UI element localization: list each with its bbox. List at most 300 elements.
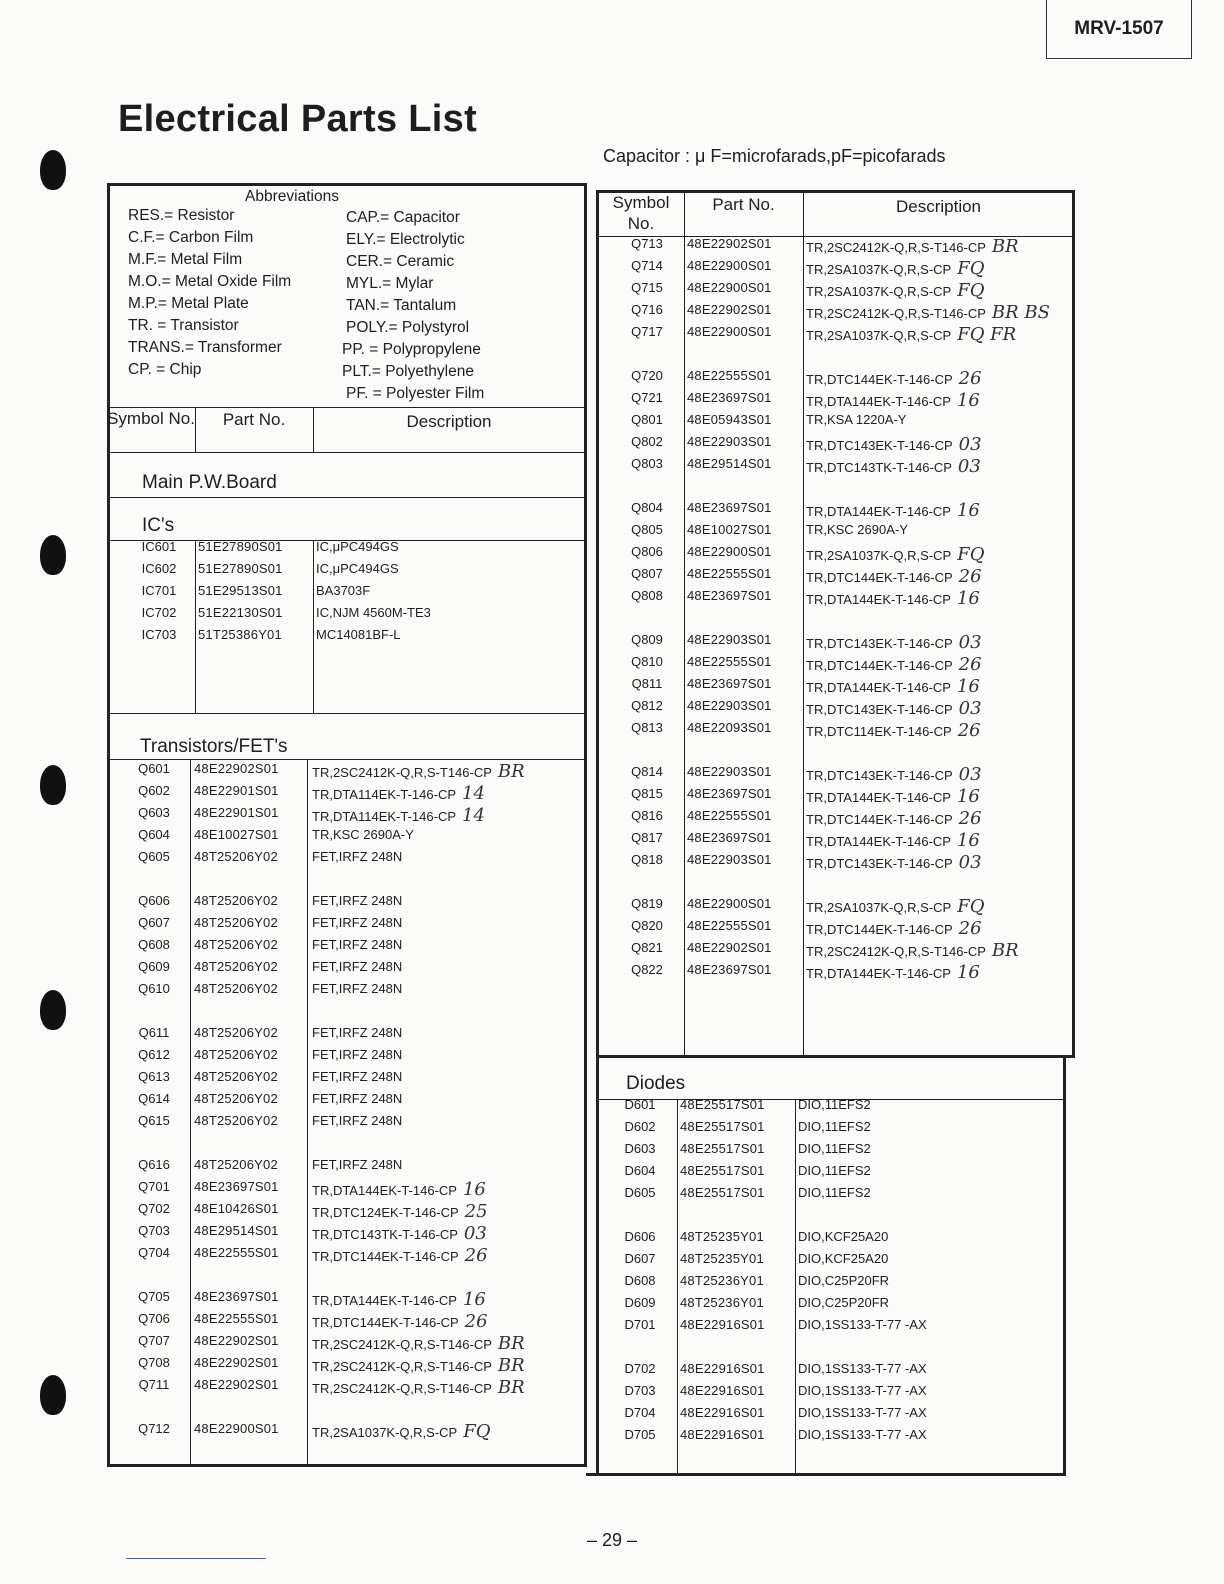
row-description <box>316 583 370 598</box>
abbreviation-item: PF. = Polyester Film <box>346 385 485 402</box>
row-part-no: 48E22916S01 <box>680 1427 765 1443</box>
row-description <box>806 500 980 521</box>
row-description-text: BA3703F <box>316 583 371 598</box>
handwritten-note: 26 <box>958 368 982 389</box>
row-description-text: DIO,1SS133-T-77 -AX <box>798 1383 927 1399</box>
row-symbol: Q715 <box>631 280 663 296</box>
abbreviation-item: POLY.= Polystyrol <box>346 319 470 336</box>
row-part-no: 48E23697S01 <box>687 786 772 802</box>
row-symbol: D701 <box>624 1317 656 1333</box>
row-part-no: 48E25517S01 <box>680 1163 765 1179</box>
abbreviation-item: ELY.= Electrolytic <box>346 231 465 248</box>
row-description-text: FET,IRFZ 248N <box>312 981 403 997</box>
row-description-text: DIO,11EFS2 <box>798 1119 871 1135</box>
row-description <box>806 324 1016 345</box>
row-description-text: IC,μPC494GS <box>316 561 399 576</box>
row-part-no: 48E05943S01 <box>687 412 772 428</box>
row-part-no: 48E29514S01 <box>687 456 772 472</box>
row-part-no: 48E22900S01 <box>687 258 772 274</box>
row-description-text: TR,2SC2412K-Q,R,S-T146-CP <box>312 1337 492 1353</box>
abbreviation-item: CP. = Chip <box>128 361 202 378</box>
row-part-no: 48E22903S01 <box>687 852 772 868</box>
handwritten-note: 26 <box>958 654 982 676</box>
row-symbol: Q808 <box>631 588 663 604</box>
row-part-no: 48E22902S01 <box>687 940 772 956</box>
row-part-no: 48E22916S01 <box>680 1405 765 1421</box>
row-symbol: Q613 <box>138 1069 170 1085</box>
column-header-description: Description <box>406 412 492 431</box>
row-symbol: Q720 <box>631 368 663 383</box>
handwritten-note: 26 <box>464 1245 488 1267</box>
row-description-text: TR,DTC124EK-T-146-CP <box>312 1205 459 1221</box>
handwritten-note: 16 <box>956 390 980 412</box>
page-title: Electrical Parts List <box>118 98 478 140</box>
abbreviation-item: M.O.= Metal Oxide Film <box>128 273 292 290</box>
page-number: – 29 – <box>586 1530 638 1550</box>
row-part-no: 48T25206Y02 <box>194 937 278 953</box>
row-symbol: IC702 <box>141 605 177 620</box>
abbreviation-item: CER.= Ceramic <box>346 253 455 270</box>
handwritten-note: 03 <box>958 434 982 456</box>
row-symbol: Q712 <box>138 1421 170 1436</box>
handwritten-note: BR <box>991 236 1019 257</box>
column-header-description: Description <box>895 197 982 216</box>
handwritten-note: 03 <box>957 456 981 478</box>
row-description <box>806 280 984 301</box>
row-description-text: TR,DTC143EK-T-146-CP <box>806 438 953 454</box>
row-description <box>806 654 982 675</box>
section-ics: IC's <box>142 515 175 536</box>
row-description-text: TR,KSC 2690A-Y <box>312 827 414 843</box>
row-part-no: 48E22900S01 <box>687 544 772 560</box>
row-description-text: DIO,1SS133-T-77 -AX <box>798 1317 927 1333</box>
row-description-text: FET,IRFZ 248N <box>312 915 403 931</box>
handwritten-note: 14 <box>462 783 485 805</box>
row-description <box>798 1097 871 1112</box>
row-description-text: TR,DTC143EK-T-146-CP <box>806 768 953 783</box>
row-description-text: DIO,C25P20FR <box>798 1273 890 1289</box>
abbreviation-item: TAN.= Tantalum <box>346 297 457 314</box>
handwritten-note: 16 <box>956 676 980 698</box>
handwritten-note: 14 <box>462 805 485 827</box>
row-part-no: 48T25206Y02 <box>194 1047 278 1063</box>
row-part-no: 48E23697S01 <box>687 500 772 515</box>
row-part-no: 48T25236Y01 <box>680 1295 764 1311</box>
row-description <box>806 676 980 697</box>
handwritten-note: BR <box>497 1377 525 1399</box>
row-symbol: D609 <box>624 1295 656 1311</box>
row-symbol: Q609 <box>138 959 170 975</box>
row-part-no: 51E29513S01 <box>198 583 283 598</box>
handwritten-note: 16 <box>956 588 980 610</box>
abbreviation-item: RES.= Resistor <box>128 207 235 224</box>
row-part-no: 48T25206Y02 <box>194 1025 278 1040</box>
abbreviation-item: PLT.= Polyethylene <box>342 363 474 380</box>
row-description-text: DIO,KCF25A20 <box>798 1229 889 1244</box>
row-symbol: Q714 <box>631 258 663 274</box>
row-symbol: Q801 <box>631 412 663 428</box>
row-description <box>798 1141 871 1156</box>
row-part-no: 48E22902S01 <box>194 1377 279 1393</box>
row-description-text: TR,DTA144EK-T-146-CP <box>806 966 951 982</box>
row-description-text: TR,DTA144EK-T-146-CP <box>806 834 951 850</box>
row-description <box>806 764 982 785</box>
column-header-symbol: Symbol No. <box>612 193 670 233</box>
row-part-no: 48T25235Y01 <box>680 1229 764 1244</box>
model-number: MRV-1507 <box>1046 0 1192 59</box>
row-part-no: 48E22902S01 <box>194 761 279 776</box>
handwritten-note: 16 <box>956 962 980 984</box>
row-symbol: D702 <box>624 1361 656 1376</box>
capacitor-note: Capacitor : μ F=microfarads,pF=picofarads <box>603 146 946 166</box>
row-part-no: 48E10027S01 <box>687 522 772 538</box>
column-header-part-no: Part No. <box>712 195 775 214</box>
row-symbol: Q810 <box>631 654 663 670</box>
abbreviation-item: M.F.= Metal Film <box>128 251 243 268</box>
row-description-text: FET,IRFZ 248N <box>312 1157 403 1172</box>
row-description <box>798 1229 888 1244</box>
handwritten-note: BR <box>991 940 1019 962</box>
row-symbol: Q822 <box>631 962 663 978</box>
row-symbol: D703 <box>624 1383 656 1399</box>
row-description-text: TR,DTA144EK-T-146-CP <box>806 680 951 696</box>
row-description <box>798 1405 927 1420</box>
row-symbol: Q614 <box>138 1091 170 1107</box>
row-symbol: Q703 <box>138 1223 170 1239</box>
row-description <box>806 522 908 537</box>
row-description <box>312 893 402 908</box>
row-description-text: DIO,11EFS2 <box>798 1141 871 1157</box>
row-part-no: 48E22555S01 <box>194 1245 279 1261</box>
row-symbol: IC703 <box>141 627 177 642</box>
row-description-text: DIO,1SS133-T-77 -AX <box>798 1361 927 1376</box>
row-symbol: Q818 <box>631 852 663 868</box>
row-description <box>312 1311 488 1332</box>
row-symbol: Q804 <box>631 500 663 515</box>
handwritten-note: FQ <box>463 1421 491 1442</box>
handwritten-note: FQ <box>957 258 985 280</box>
row-description <box>806 236 1019 257</box>
row-description <box>798 1383 927 1398</box>
row-symbol: Q809 <box>631 632 663 647</box>
column-header-symbol: Symbol No. <box>107 409 195 428</box>
row-symbol: D606 <box>624 1229 656 1244</box>
row-part-no: 48E22555S01 <box>687 808 772 824</box>
row-description-text: DIO,C25P20FR <box>798 1295 890 1311</box>
row-description <box>806 720 981 741</box>
row-symbol: Q606 <box>138 893 170 908</box>
row-description <box>312 915 402 930</box>
handwritten-note: BR <box>497 1333 525 1355</box>
row-description <box>806 918 982 939</box>
row-part-no: 48E22901S01 <box>194 805 279 821</box>
binder-hole <box>40 535 66 575</box>
row-part-no: 48T25206Y02 <box>194 849 278 865</box>
handwritten-note: 26 <box>464 1311 488 1333</box>
row-description-text: TR,2SC2412K-Q,R,S-T146-CP <box>806 944 986 960</box>
row-symbol: Q702 <box>138 1201 170 1217</box>
row-part-no: 48T25206Y02 <box>194 915 278 931</box>
row-part-no: 48E25517S01 <box>680 1119 765 1135</box>
row-description-text: FET,IRFZ 248N <box>312 959 403 975</box>
row-symbol: Q811 <box>631 676 663 692</box>
row-description-text: TR,2SA1037K-Q,R,S-CP <box>806 900 952 915</box>
row-description <box>316 605 431 620</box>
row-description-text: FET,IRFZ 248N <box>312 1091 403 1107</box>
row-description-text: TR,DTC144EK-T-146-CP <box>312 1315 459 1331</box>
row-part-no: 48E22916S01 <box>680 1383 765 1399</box>
row-symbol: Q802 <box>631 434 663 450</box>
row-symbol: Q803 <box>631 456 663 472</box>
row-part-no: 48E29514S01 <box>194 1223 279 1239</box>
row-part-no: 51E27890S01 <box>198 539 283 554</box>
row-description <box>806 368 982 389</box>
row-description <box>312 849 402 864</box>
row-part-no: 48E10027S01 <box>194 827 279 843</box>
handwritten-note: 03 <box>958 698 982 720</box>
row-symbol: Q616 <box>138 1157 170 1172</box>
row-symbol: Q819 <box>631 896 663 911</box>
row-symbol: Q607 <box>138 915 170 931</box>
abbreviation-item: C.F.= Carbon Film <box>128 229 254 246</box>
row-description <box>312 1179 486 1200</box>
row-description <box>806 962 980 983</box>
abbreviation-item: TRANS.= Transformer <box>128 339 282 356</box>
handwritten-note: 26 <box>958 566 982 588</box>
row-symbol: Q717 <box>631 324 663 340</box>
binder-hole <box>40 150 66 190</box>
row-description <box>312 1113 402 1128</box>
row-symbol: Q805 <box>631 522 663 538</box>
row-symbol: IC602 <box>141 561 177 576</box>
row-description-text: TR,DTC143EK-T-146-CP <box>806 636 953 651</box>
row-symbol: Q706 <box>138 1311 170 1327</box>
row-symbol: Q610 <box>138 981 170 997</box>
row-description-text: DIO,KCF25A20 <box>798 1251 889 1267</box>
row-symbol: Q615 <box>138 1113 170 1129</box>
row-part-no: 48E22900S01 <box>687 280 772 296</box>
row-part-no: 48E22916S01 <box>680 1361 765 1376</box>
abbreviation-item: M.P.= Metal Plate <box>128 295 249 312</box>
row-description <box>316 561 399 576</box>
row-description <box>312 1289 486 1310</box>
row-part-no: 48E22555S01 <box>687 918 772 934</box>
row-description-text: FET,IRFZ 248N <box>312 1113 403 1129</box>
row-part-no: 48T25236Y01 <box>680 1273 764 1289</box>
row-description <box>312 1245 488 1266</box>
row-part-no: 51E27890S01 <box>198 561 283 576</box>
row-description <box>798 1427 927 1442</box>
row-description-text: TR,DTA114EK-T-146-CP <box>312 809 457 825</box>
row-description-text: TR,2SA1037K-Q,R,S-CP <box>806 328 952 344</box>
row-symbol: Q612 <box>138 1047 170 1063</box>
row-description <box>312 761 525 782</box>
handwritten-note: 25 <box>464 1201 488 1223</box>
row-description-text: DIO,11EFS2 <box>798 1185 871 1201</box>
handwritten-note: 03 <box>958 632 982 653</box>
row-symbol: Q701 <box>138 1179 170 1195</box>
row-part-no: 48T25206Y02 <box>194 1157 278 1172</box>
row-description-text: TR,KSC 2690A-Y <box>806 522 908 538</box>
column-header-part-no: Part No. <box>222 410 286 429</box>
row-description <box>806 830 980 851</box>
row-symbol: Q821 <box>631 940 663 956</box>
row-part-no: 48E22903S01 <box>687 632 772 647</box>
row-description <box>806 544 984 565</box>
row-description <box>312 1223 487 1244</box>
row-description <box>312 937 402 952</box>
row-part-no: 48E23697S01 <box>687 830 772 846</box>
handwritten-note: 03 <box>958 764 982 785</box>
row-description-text: FET,IRFZ 248N <box>312 937 403 953</box>
row-symbol: D704 <box>624 1405 656 1421</box>
row-part-no: 48E22902S01 <box>194 1355 279 1371</box>
handwritten-note: FQ <box>957 280 985 302</box>
abbreviation-item: TR. = Transistor <box>128 317 239 334</box>
row-symbol: D607 <box>624 1251 656 1267</box>
row-description <box>312 1201 488 1222</box>
row-symbol: D705 <box>624 1427 656 1443</box>
row-description <box>312 981 402 996</box>
row-part-no: 48E23697S01 <box>687 390 772 406</box>
row-description-text: TR,DTA144EK-T-146-CP <box>806 504 951 519</box>
row-part-no: 48E25517S01 <box>680 1141 765 1157</box>
row-part-no: 48E22916S01 <box>680 1317 765 1333</box>
row-symbol: Q815 <box>631 786 663 802</box>
row-description-text: TR,DTA144EK-T-146-CP <box>806 790 951 806</box>
row-description <box>798 1317 927 1332</box>
row-part-no: 48T25206Y02 <box>194 1113 278 1129</box>
row-description <box>312 959 402 974</box>
row-symbol: Q611 <box>138 1025 170 1040</box>
row-part-no: 48E22900S01 <box>687 896 772 911</box>
section-main-board: Main P.W.Board <box>142 472 277 493</box>
row-description-text: TR,DTC143TK-T-146-CP <box>806 460 952 476</box>
row-symbol: D608 <box>624 1273 656 1289</box>
row-description-text: TR,DTC144EK-T-146-CP <box>806 658 953 674</box>
handwritten-note: 26 <box>958 808 982 830</box>
row-description <box>806 390 980 411</box>
handwritten-note: 16 <box>462 1289 486 1310</box>
abbreviation-item: CAP.= Capacitor <box>346 209 460 226</box>
row-symbol: Q601 <box>138 761 170 776</box>
row-description <box>316 627 401 642</box>
row-description <box>798 1361 927 1376</box>
section-diodes: Diodes <box>626 1073 686 1094</box>
row-description <box>806 896 984 917</box>
row-part-no: 48E10426S01 <box>194 1201 279 1217</box>
row-symbol: D603 <box>624 1141 656 1157</box>
row-part-no: 48T25206Y02 <box>194 1091 278 1107</box>
handwritten-note: 16 <box>956 830 980 852</box>
row-description-text: TR,DTC144EK-T-146-CP <box>806 922 953 938</box>
row-description <box>798 1185 871 1200</box>
row-part-no: 48E25517S01 <box>680 1097 765 1112</box>
row-part-no: 48E22900S01 <box>194 1421 279 1436</box>
row-description-text: TR,2SC2412K-Q,R,S-T146-CP <box>806 240 986 255</box>
handwritten-note: BR <box>497 761 525 782</box>
row-description-text: TR,DTC143EK-T-146-CP <box>806 702 953 718</box>
handwritten-note: BR <box>497 1355 525 1377</box>
row-description-text: TR,2SA1037K-Q,R,S-CP <box>806 262 952 278</box>
abbreviations-title: Abbreviations <box>245 188 339 205</box>
row-symbol: Q705 <box>138 1289 170 1304</box>
handwritten-note: 26 <box>958 918 982 940</box>
row-description <box>798 1163 871 1178</box>
row-description <box>806 258 984 279</box>
row-description <box>312 1377 525 1398</box>
row-description-text: TR,DTA144EK-T-146-CP <box>806 592 951 608</box>
row-description <box>798 1119 871 1134</box>
row-description <box>312 1091 402 1106</box>
row-part-no: 48E22903S01 <box>687 434 772 450</box>
row-part-no: 48E23697S01 <box>687 962 772 978</box>
row-description <box>798 1273 889 1288</box>
row-symbol: Q814 <box>631 764 663 779</box>
row-symbol: Q708 <box>138 1355 170 1371</box>
row-description-text: DIO,1SS133-T-77 -AX <box>798 1427 927 1443</box>
row-symbol: Q707 <box>138 1333 170 1349</box>
row-symbol: Q716 <box>631 302 663 318</box>
row-symbol: Q813 <box>631 720 663 736</box>
row-description <box>806 632 982 653</box>
row-description <box>312 783 485 804</box>
row-description <box>806 434 982 455</box>
handwritten-note: BR BS <box>991 302 1050 324</box>
row-symbol: Q605 <box>138 849 170 865</box>
row-description <box>806 852 982 873</box>
handwritten-note: FQ <box>957 896 985 917</box>
row-description <box>806 786 980 807</box>
row-description <box>312 1047 402 1062</box>
row-description <box>806 566 982 587</box>
handwritten-note: FQ <box>957 544 985 566</box>
handwritten-note: 03 <box>463 1223 487 1245</box>
row-description-text: FET,IRFZ 248N <box>312 849 403 865</box>
row-part-no: 48E22903S01 <box>687 698 772 714</box>
row-description <box>798 1251 888 1266</box>
abbreviation-item: PP. = Polypropylene <box>342 341 481 358</box>
row-description-text: TR,DTC143EK-T-146-CP <box>806 856 953 872</box>
row-part-no: 48E22903S01 <box>687 764 772 779</box>
row-part-no: 48E22901S01 <box>194 783 279 799</box>
binder-hole <box>40 765 66 805</box>
row-description-text: TR,DTC143TK-T-146-CP <box>312 1227 458 1243</box>
row-part-no: 48E22900S01 <box>687 324 772 340</box>
handwritten-note: 16 <box>956 500 980 521</box>
row-description <box>798 1295 889 1310</box>
footer-rule <box>126 1558 266 1559</box>
row-part-no: 48E23697S01 <box>194 1179 279 1195</box>
row-description-text: TR,DTC114EK-T-146-CP <box>806 724 952 740</box>
row-part-no: 48T25206Y02 <box>194 981 278 997</box>
row-symbol: Q604 <box>138 827 170 843</box>
row-symbol: Q603 <box>138 805 170 821</box>
row-description-text: DIO,11EFS2 <box>798 1097 871 1112</box>
row-part-no: 48E22902S01 <box>687 236 772 251</box>
row-symbol: D605 <box>624 1185 656 1201</box>
row-description <box>806 698 982 719</box>
row-description-text: TR,DTA114EK-T-146-CP <box>312 787 457 803</box>
row-description <box>806 808 982 829</box>
row-symbol: Q806 <box>631 544 663 560</box>
row-description-text: TR,DTC144EK-T-146-CP <box>312 1249 459 1265</box>
handwritten-note: 03 <box>958 852 982 874</box>
row-symbol: Q812 <box>631 698 663 714</box>
row-description <box>316 539 399 554</box>
row-description-text: TR,DTA144EK-T-146-CP <box>806 394 951 410</box>
row-description-text: DIO,1SS133-T-77 -AX <box>798 1405 927 1421</box>
